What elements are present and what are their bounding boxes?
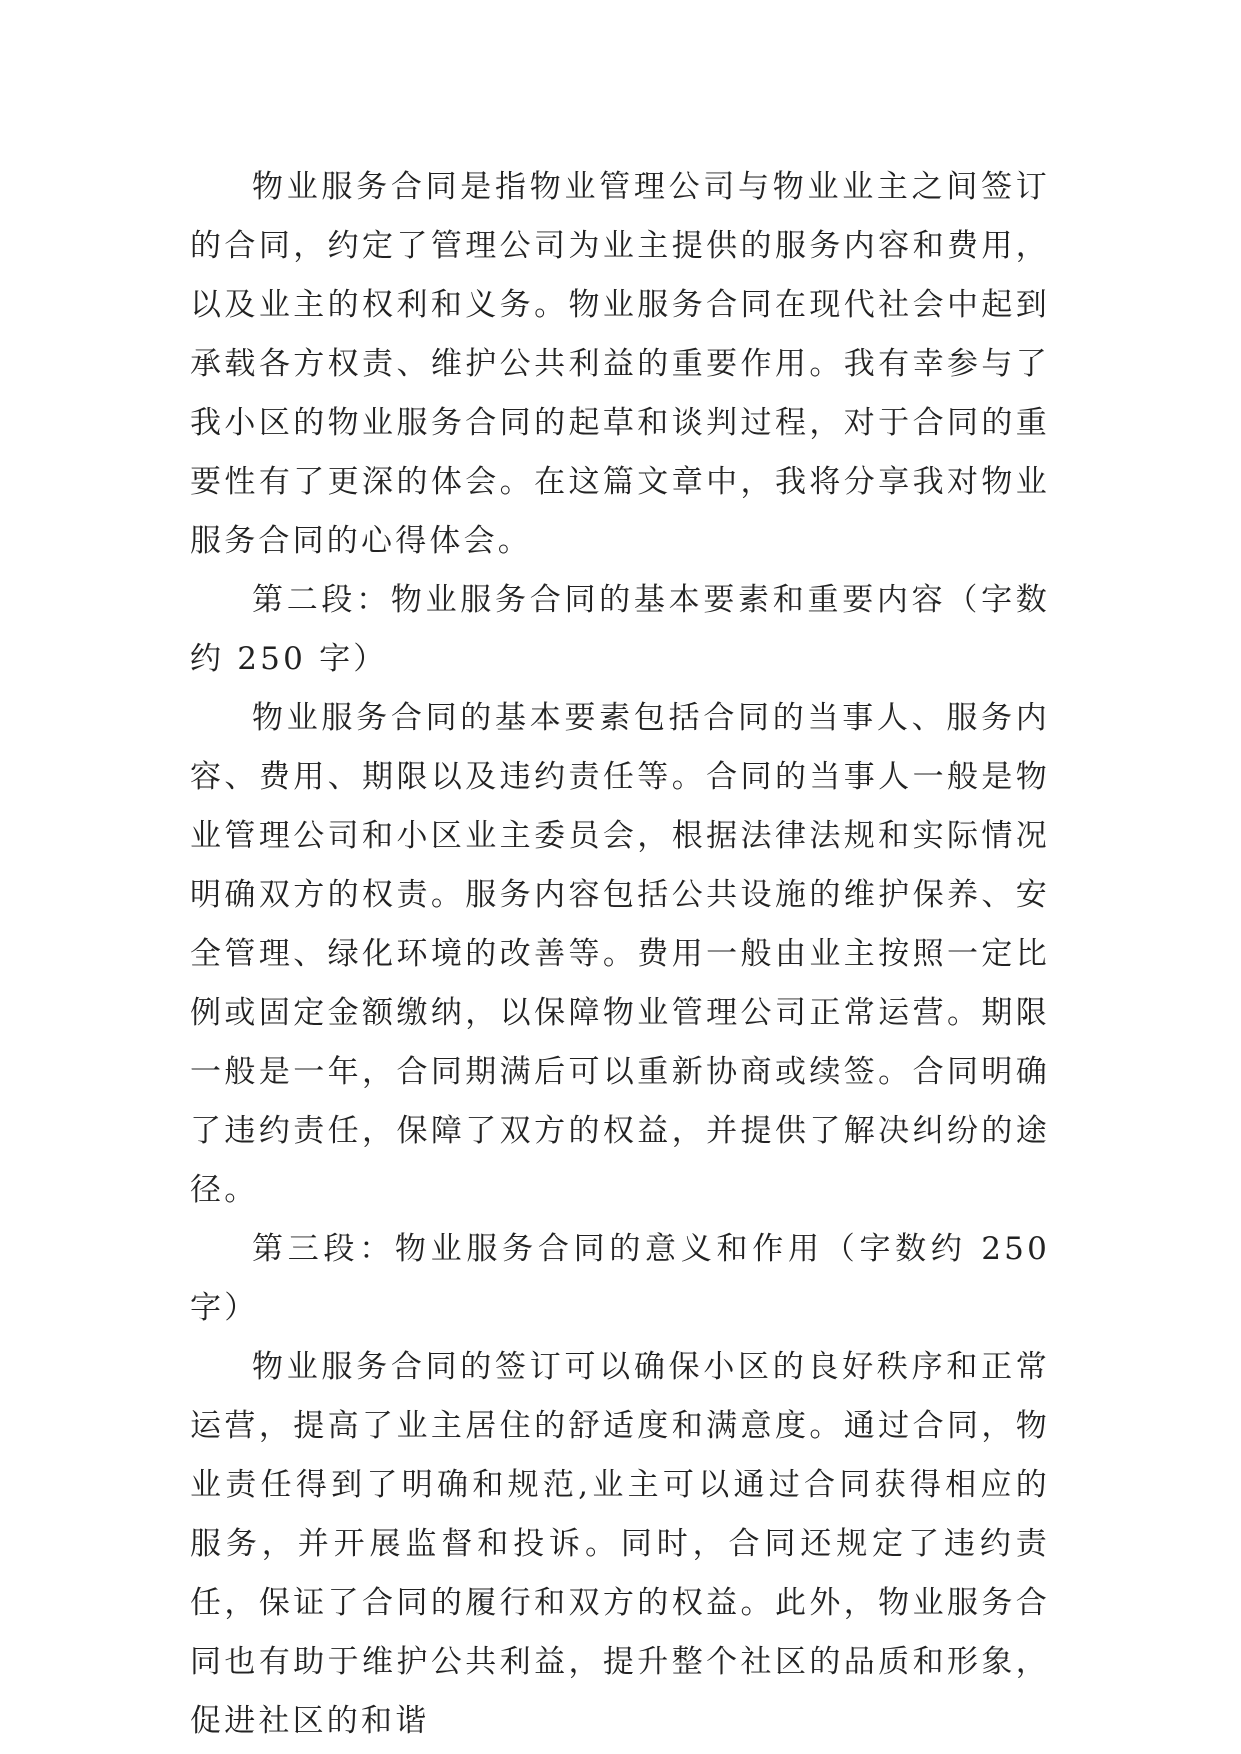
paragraph-basic-elements: 物业服务合同的基本要素包括合同的当事人、服务内容、费用、期限以及违约责任等。合同的当事人一般是物业管理公司和小区业主委员会，根据法律法规和实际情况明确双方的权责。服务内容包括公共设施的维护保养、安全管理、绿化环境的改善等。费用一般由业主按照一定比例或固定金额缴纳，以保障物业管理公司正常运营。期限一般是一年，合同期满后可以重新协商或续签。合同明确了违约责任，保障了双方的权益，并提供了解决纠纷的途径。	[190, 700, 1050, 1208]
section-heading-2: 第二段：物业服务合同的基本要素和重要内容（字数约 250 字）	[190, 582, 1050, 677]
section-heading-3: 第三段：物业服务合同的意义和作用（字数约 250 字）	[190, 1231, 1050, 1326]
document-body	[190, 158, 1050, 1751]
paragraph-significance: 物业服务合同的签订可以确保小区的良好秩序和正常运营，提高了业主居住的舒适度和满意度。通过合同，物业责任得到了明确和规范,业主可以通过合同获得相应的服务，并开展监督和投诉。同时，合同还规定了违约责任，保证了合同的履行和双方的权益。此外，物业服务合同也有助于维护公共利益，提升整个社区的品质和形象，促进社区的和谐	[190, 1349, 1050, 1739]
paragraph-intro: 物业服务合同是指物业管理公司与物业业主之间签订的合同，约定了管理公司为业主提供的服务内容和费用，以及业主的权利和义务。物业服务合同在现代社会中起到承载各方权责、维护公共利益的重要作用。我有幸参与了我小区的物业服务合同的起草和谈判过程，对于合同的重要性有了更深的体会。在这篇文章中，我将分享我对物业服务合同的心得体会。	[190, 169, 1050, 559]
